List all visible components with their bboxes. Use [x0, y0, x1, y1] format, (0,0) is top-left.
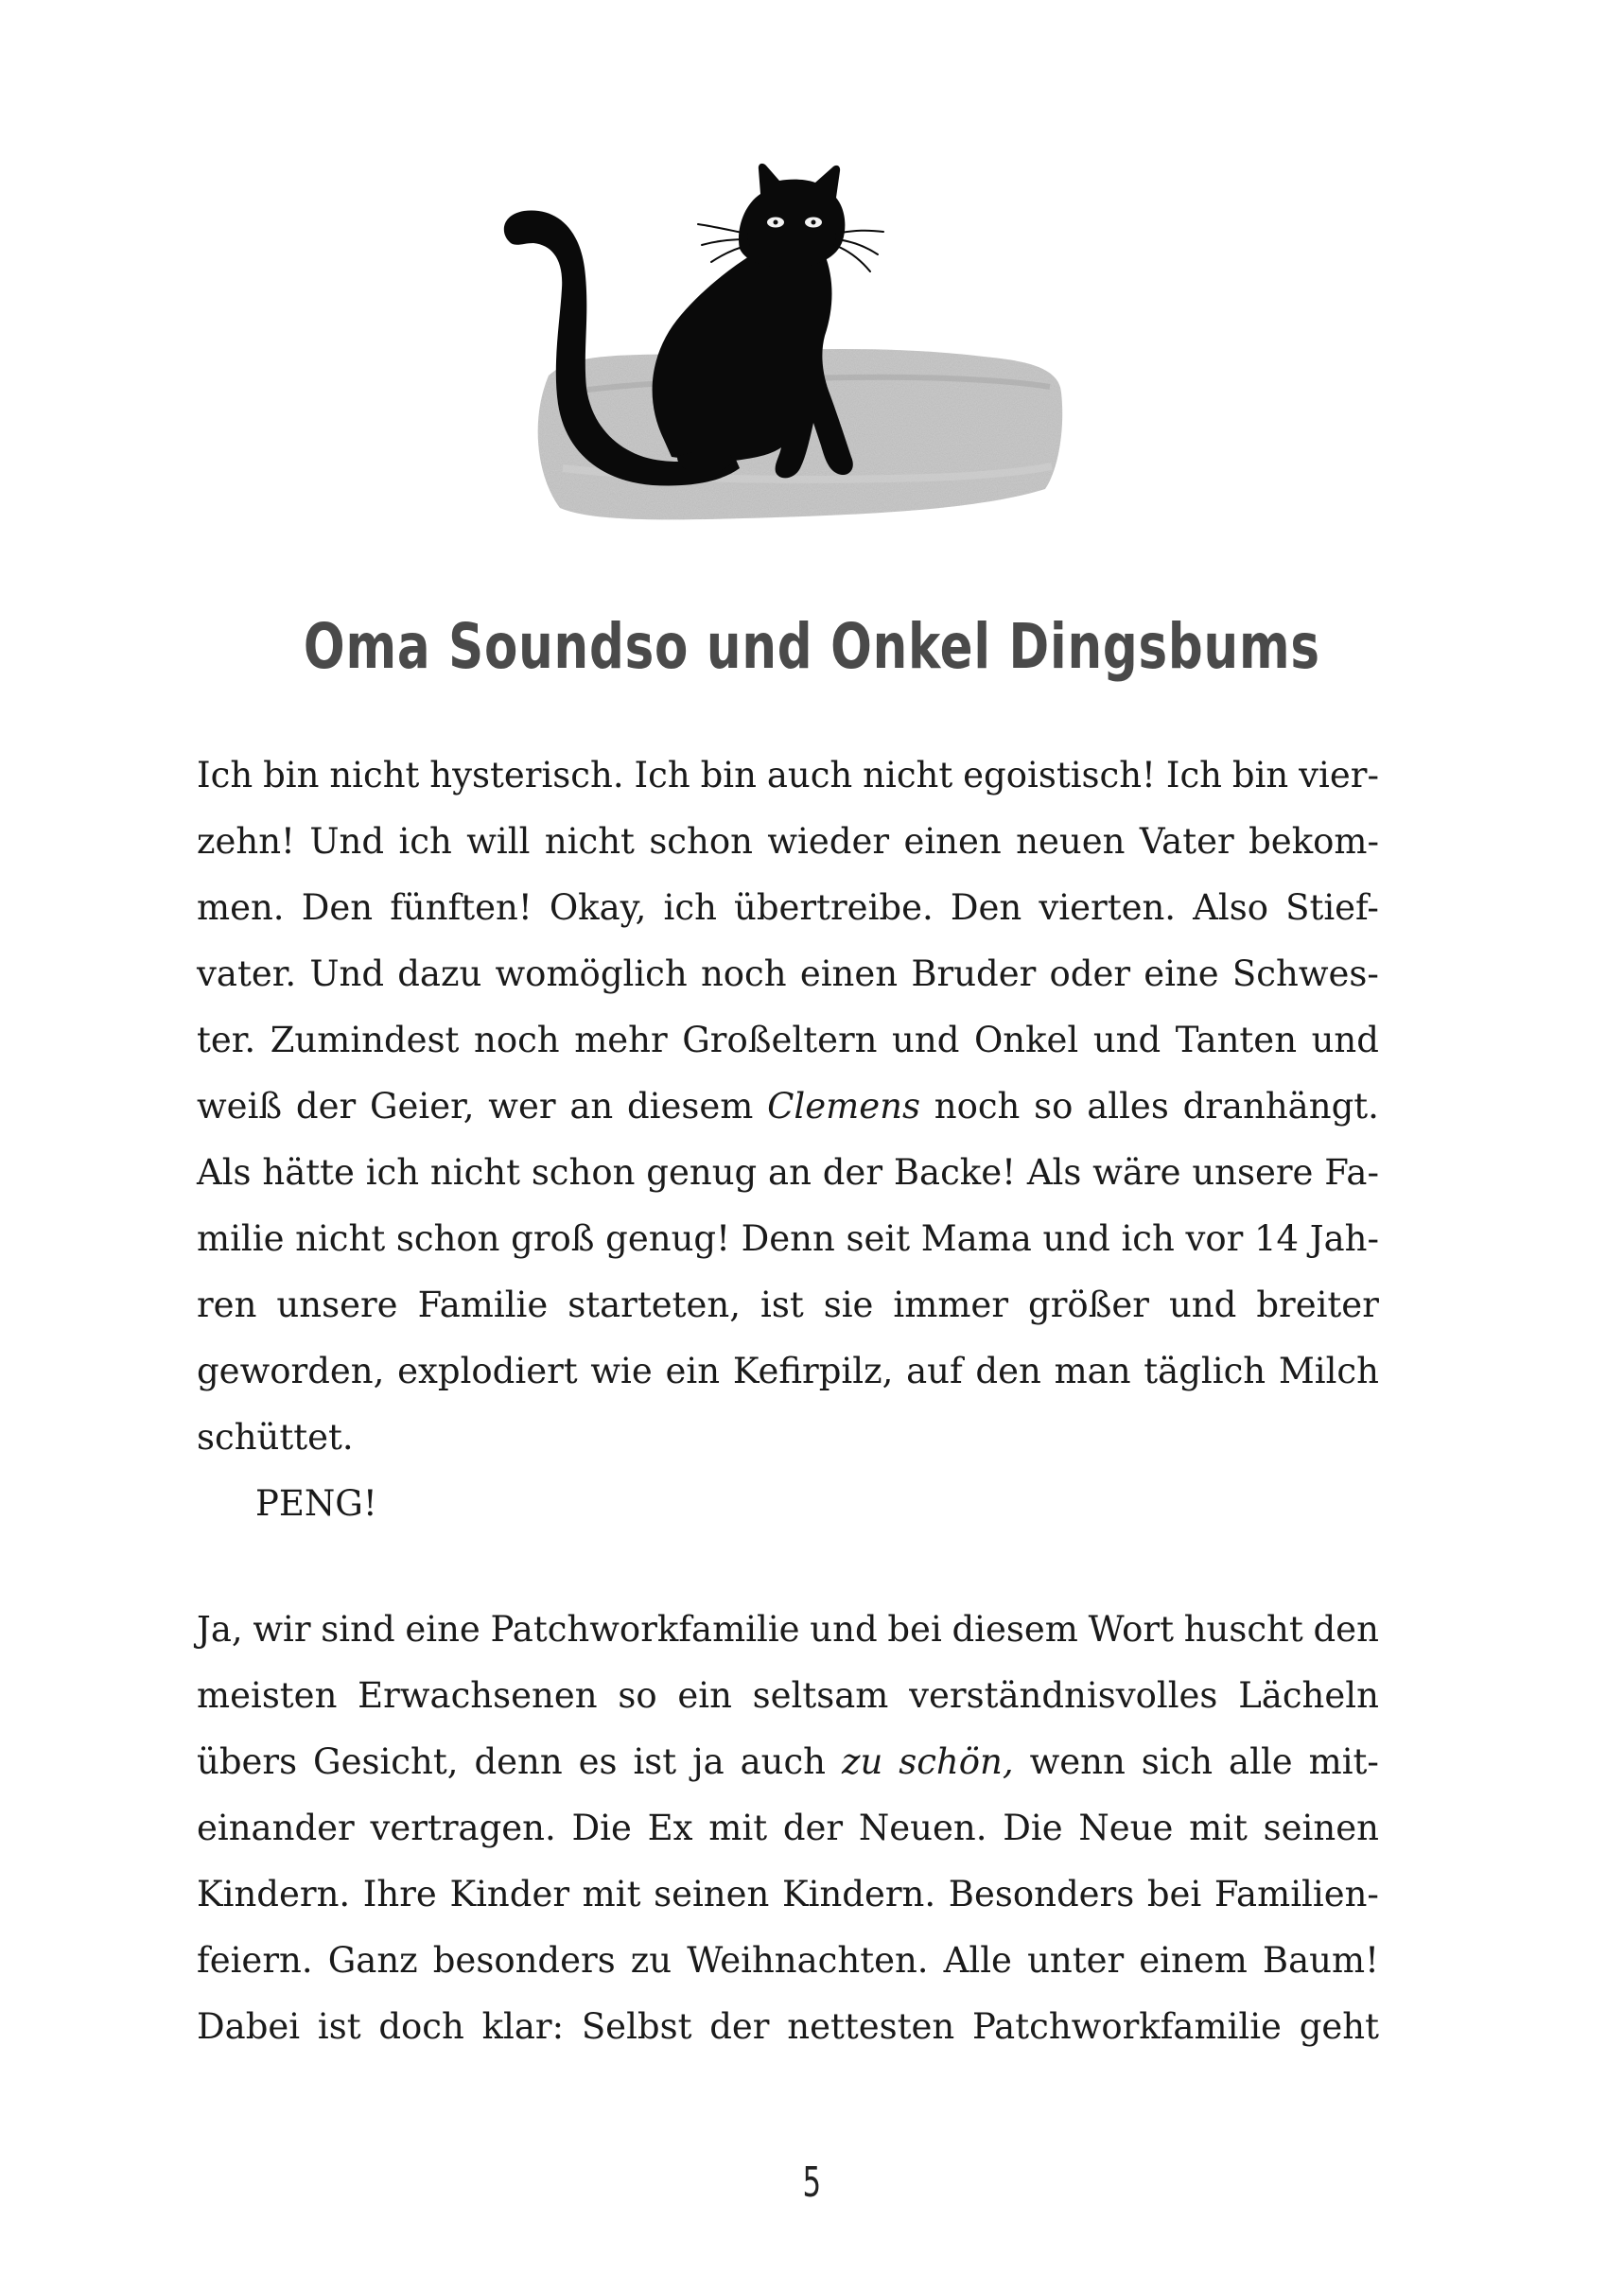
- word: Baum!: [1262, 1940, 1379, 1981]
- text-line: [197, 1338, 1379, 1405]
- word: genug!: [605, 1218, 730, 1259]
- text-line: [197, 1663, 1379, 1729]
- word: Familien-: [1214, 1874, 1379, 1914]
- text-line: [197, 1140, 1379, 1206]
- word: geht: [1299, 2006, 1379, 2047]
- word: nicht: [863, 755, 953, 795]
- word: bin: [263, 755, 320, 795]
- word: schon: [531, 1152, 636, 1193]
- word: Milch: [1278, 1351, 1379, 1391]
- word: nicht: [295, 1218, 386, 1259]
- peng-line: [197, 1471, 1379, 1537]
- word: übertreibe.: [734, 887, 934, 928]
- word: schön,: [899, 1741, 1014, 1782]
- word: auf: [906, 1351, 963, 1391]
- chapter-title: Oma Soundso und Onkel Dingsbums: [303, 610, 1320, 684]
- cat-illustration: [492, 156, 1078, 553]
- word: Geier,: [369, 1086, 475, 1127]
- word: bei: [887, 1609, 942, 1650]
- word: Die: [571, 1808, 632, 1848]
- word: Ich: [1165, 755, 1222, 795]
- word: besonders: [432, 1940, 616, 1981]
- word: den: [1313, 1609, 1379, 1650]
- text-line: [197, 1795, 1379, 1862]
- word: doch: [378, 2006, 464, 2047]
- word: Alle: [943, 1940, 1012, 1981]
- word: denn: [474, 1741, 563, 1782]
- word: übers: [197, 1741, 298, 1782]
- text-line: [197, 1007, 1379, 1074]
- word: Ich: [197, 755, 253, 795]
- word: Als: [1026, 1152, 1082, 1193]
- word: geworden,: [197, 1351, 385, 1391]
- word: unsere: [1192, 1152, 1314, 1193]
- word: sind: [321, 1609, 395, 1650]
- word: Okay,: [549, 887, 647, 928]
- word: ist: [633, 1741, 677, 1782]
- word: bei: [1146, 1874, 1202, 1914]
- word: starteten,: [568, 1285, 741, 1325]
- word: täglich: [1144, 1351, 1266, 1391]
- word: noch: [934, 1086, 1021, 1127]
- word: verständnisvolles: [909, 1675, 1218, 1716]
- word: noch: [700, 953, 787, 994]
- word: Ja,: [197, 1609, 243, 1650]
- word: nettesten: [787, 2006, 955, 2047]
- word: vertragen.: [370, 1808, 556, 1848]
- paragraph-2: [197, 1597, 1379, 2060]
- text-line: [197, 1862, 1379, 1928]
- word: nicht: [429, 1152, 520, 1193]
- text-line: [197, 1597, 1379, 1663]
- text-line: [197, 1729, 1379, 1795]
- word: immer: [893, 1285, 1009, 1325]
- word: eine: [405, 1609, 480, 1650]
- word: zu: [841, 1741, 883, 1782]
- word: fünften!: [390, 887, 533, 928]
- word: Kindern.: [197, 1874, 351, 1914]
- word: mit: [708, 1808, 768, 1848]
- word: bin: [1231, 755, 1289, 795]
- text-line: [197, 743, 1379, 809]
- word: Selbst: [581, 2006, 692, 2047]
- word: dazu: [397, 953, 482, 994]
- word: und: [892, 1020, 960, 1060]
- word: Vater: [1139, 821, 1234, 862]
- word: Ganz: [327, 1940, 418, 1981]
- word: breiter: [1256, 1285, 1379, 1325]
- word: explodiert: [397, 1351, 578, 1391]
- text-line: [197, 875, 1379, 941]
- word: auch: [740, 1741, 827, 1782]
- word: PENG!: [255, 1483, 377, 1524]
- word: den: [975, 1351, 1041, 1391]
- word: huscht: [1183, 1609, 1303, 1650]
- word: Schwes-: [1231, 953, 1379, 994]
- word: Besonders: [948, 1874, 1135, 1914]
- word: Kefirpilz,: [732, 1351, 894, 1391]
- word: ich: [1121, 1218, 1175, 1259]
- word: ein: [665, 1351, 721, 1391]
- word: und: [1042, 1218, 1110, 1259]
- word: ich: [398, 821, 452, 862]
- word: vor: [1185, 1218, 1244, 1259]
- word: der: [822, 1152, 883, 1193]
- word: dranhängt.: [1182, 1086, 1379, 1127]
- word: nicht: [329, 755, 420, 795]
- word: sich: [1141, 1741, 1214, 1782]
- word: eine: [1144, 953, 1219, 994]
- text-line: [197, 1994, 1379, 2060]
- word: Dabei: [197, 2006, 301, 2047]
- word: Denn: [741, 1218, 835, 1259]
- word: Neue: [1078, 1808, 1174, 1848]
- word: wie: [590, 1351, 653, 1391]
- word: ein: [677, 1675, 732, 1716]
- word: Kinder: [449, 1874, 570, 1914]
- word: ter.: [197, 1020, 256, 1060]
- word: Kindern.: [781, 1874, 936, 1914]
- word: mehr: [574, 1020, 668, 1060]
- word: Als: [197, 1152, 252, 1193]
- word: mit-: [1308, 1741, 1379, 1782]
- word: Clemens: [767, 1086, 920, 1127]
- word: unter: [1027, 1940, 1125, 1981]
- word: Erwachsenen: [358, 1675, 598, 1716]
- word: einen: [903, 821, 1002, 862]
- word: ren: [197, 1285, 257, 1325]
- word: Ihre: [362, 1874, 437, 1914]
- word: Onkel: [973, 1020, 1079, 1060]
- word: schon: [649, 821, 753, 862]
- word: Neuen.: [858, 1808, 987, 1848]
- word: hätte: [262, 1152, 355, 1193]
- word: alle: [1229, 1741, 1293, 1782]
- word: weiß: [197, 1086, 283, 1127]
- word: vier-: [1299, 755, 1379, 795]
- word: genug: [646, 1152, 758, 1193]
- word: seit: [846, 1218, 911, 1259]
- black-cat-icon: [492, 156, 1078, 553]
- word: Gesicht,: [313, 1741, 459, 1782]
- word: neuen: [1016, 821, 1126, 862]
- text-line: [197, 809, 1379, 875]
- word: sie: [823, 1285, 874, 1325]
- word: hysterisch.: [429, 755, 624, 795]
- word: wenn: [1029, 1741, 1126, 1782]
- word: und: [1168, 1285, 1237, 1325]
- word: diesem: [952, 1609, 1078, 1650]
- word: feiern.: [197, 1940, 313, 1981]
- word: ist: [760, 1285, 804, 1325]
- word: so: [1034, 1086, 1074, 1127]
- word: einander: [197, 1808, 355, 1848]
- word: Die: [1003, 1808, 1063, 1848]
- word: milie: [197, 1218, 285, 1259]
- word: diesem: [626, 1086, 754, 1127]
- word: schüttet.: [197, 1417, 354, 1458]
- word: vater.: [197, 953, 297, 994]
- word: Familie: [417, 1285, 549, 1325]
- word: oder: [1049, 953, 1131, 994]
- word: seinen: [1263, 1808, 1379, 1848]
- word: Den: [950, 887, 1022, 928]
- word: ich: [663, 887, 717, 928]
- word: einen: [799, 953, 899, 994]
- word: Und: [309, 821, 385, 862]
- paragraph-1: [197, 743, 1379, 1537]
- word: so: [618, 1675, 657, 1716]
- word: will: [466, 821, 531, 862]
- word: 14: [1254, 1218, 1300, 1259]
- word: egoistisch!: [963, 755, 1156, 795]
- word: einem: [1139, 1940, 1248, 1981]
- word: an: [569, 1086, 614, 1127]
- word: und: [810, 1609, 878, 1650]
- word: größer: [1028, 1285, 1149, 1325]
- word: Backe!: [893, 1152, 1016, 1193]
- word: zu: [630, 1940, 672, 1981]
- word: wir: [253, 1609, 311, 1650]
- word: bin: [700, 755, 757, 795]
- page-number: 5: [802, 2159, 822, 2207]
- word: es: [578, 1741, 618, 1782]
- word: der: [782, 1808, 844, 1848]
- word: groß: [511, 1218, 595, 1259]
- word: Bruder: [911, 953, 1037, 994]
- word: unsere: [276, 1285, 398, 1325]
- word: Wort: [1088, 1609, 1174, 1650]
- word: alles: [1087, 1086, 1169, 1127]
- word: Patchworkfamilie: [971, 2006, 1282, 2047]
- word: ja: [692, 1741, 725, 1782]
- word: Stief-: [1285, 887, 1379, 928]
- word: womöglich: [495, 953, 688, 994]
- word: Den: [301, 887, 374, 928]
- word: mit: [1189, 1808, 1248, 1848]
- word: seltsam: [752, 1675, 889, 1716]
- word: der: [295, 1086, 357, 1127]
- word: an: [768, 1152, 812, 1193]
- word: Ex: [647, 1808, 693, 1848]
- word: Und: [309, 953, 385, 994]
- word: nicht: [544, 821, 635, 862]
- word: mit: [582, 1874, 641, 1914]
- word: und: [1311, 1020, 1379, 1060]
- text-line: [197, 1928, 1379, 1994]
- word: wer: [488, 1086, 556, 1127]
- word: Zumindest: [270, 1020, 460, 1060]
- word: Ich: [634, 755, 690, 795]
- word: zehn!: [197, 821, 295, 862]
- word: Tanten: [1175, 1020, 1298, 1060]
- word: man: [1054, 1351, 1131, 1391]
- word: bekom-: [1249, 821, 1379, 862]
- word: Also: [1193, 887, 1268, 928]
- text-line: [197, 1074, 1379, 1140]
- word: vierten.: [1039, 887, 1177, 928]
- word: Jah-: [1309, 1218, 1379, 1259]
- word: Lächeln: [1238, 1675, 1379, 1716]
- word: ist: [317, 2006, 361, 2047]
- text-line: [197, 1272, 1379, 1338]
- word: noch: [473, 1020, 560, 1060]
- word: meisten: [197, 1675, 338, 1716]
- word: seinen: [654, 1874, 770, 1914]
- word: Mama: [920, 1218, 1032, 1259]
- text-line: [197, 1405, 1379, 1471]
- word: der: [709, 2006, 770, 2047]
- word: men.: [197, 887, 285, 928]
- text-line: [197, 941, 1379, 1007]
- word: Patchworkfamilie: [490, 1609, 800, 1650]
- word: Großeltern: [682, 1020, 878, 1060]
- word: wäre: [1092, 1152, 1181, 1193]
- word: und: [1092, 1020, 1161, 1060]
- word: wieder: [767, 821, 890, 862]
- word: klar:: [481, 2006, 565, 2047]
- word: Fa-: [1324, 1152, 1379, 1193]
- text-line: [197, 1206, 1379, 1272]
- word: Weihnachten.: [687, 1940, 929, 1981]
- word: schon: [395, 1218, 500, 1259]
- word: auch: [766, 755, 853, 795]
- word: ich: [365, 1152, 420, 1193]
